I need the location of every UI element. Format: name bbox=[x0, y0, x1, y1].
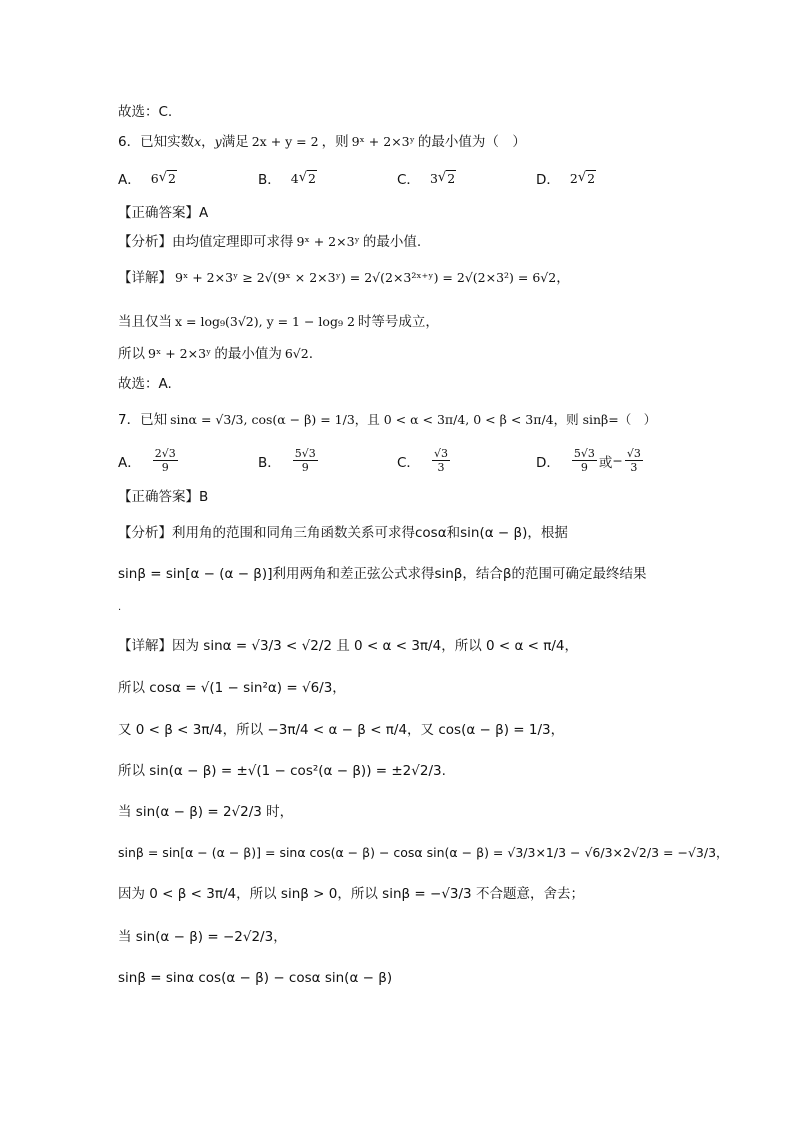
option-label: D． bbox=[536, 454, 560, 471]
option-fraction-2 bbox=[625, 447, 643, 474]
q6-stem bbox=[118, 132, 526, 152]
q7-detail-9: sinβ = sinα cos(α − β) − cosα sin(α − β) bbox=[118, 970, 393, 986]
q7-option-a[interactable] bbox=[118, 447, 180, 474]
prev-answer: 故选：C. bbox=[118, 104, 173, 120]
q6-stem-mid: ，则 bbox=[321, 134, 349, 150]
option-label: B． bbox=[258, 172, 281, 188]
q7-analysis-2: sinβ = sin[α − (α − β)]利用两角和差正弦公式求得sinβ，结合β的范围可确定最终结果 bbox=[118, 566, 647, 582]
q7-detail-4: 所以 sin(α − β) = ±√(1 − cos²(α − β)) = ±2√2/3. bbox=[118, 763, 446, 779]
conclusion-end: . bbox=[308, 346, 314, 362]
q6-final: 故选：A. bbox=[118, 376, 172, 392]
q6-condition: 2x + y = 2 bbox=[251, 134, 319, 149]
fraction-numerator: 2√3 bbox=[154, 447, 176, 460]
conclusion-prefix: 所以 bbox=[118, 346, 145, 362]
option-coef: 2 bbox=[569, 170, 578, 186]
q7-stem-prefix: 7．已知 bbox=[118, 412, 168, 428]
conclusion-expr: 9ˣ + 2×3ʸ bbox=[148, 346, 212, 361]
option-radicand: 2 bbox=[308, 171, 316, 186]
q6-analysis bbox=[118, 232, 421, 252]
q6-expr: 9ˣ + 2×3ʸ bbox=[351, 134, 415, 149]
sqrt-sign: √ 2 bbox=[298, 170, 316, 186]
q7-detail-3: 又 0 < β < 3π/4，所以 −3π/4 < α − β < π/4，又 cos(α − β) = 1/3， bbox=[118, 722, 565, 738]
option-coef: 4 bbox=[290, 170, 299, 186]
q6-detail bbox=[118, 268, 570, 288]
q7-detail-8: 当 sin(α − β) = −2√2/3， bbox=[118, 929, 287, 945]
q6-stem-prefix: 6．已知实数 bbox=[118, 134, 195, 150]
option-label: D． bbox=[536, 172, 560, 188]
fraction-numerator: 5√3 bbox=[294, 447, 316, 460]
detail-end: ， bbox=[556, 270, 570, 286]
option-label: A． bbox=[118, 172, 141, 188]
q7-analysis-1: 【分析】利用角的范围和同角三角函数关系可求得cosα和sin(α − β)，根据 bbox=[118, 525, 568, 541]
q7-analysis-dot: . bbox=[118, 602, 122, 613]
option-or: 或 bbox=[598, 454, 613, 471]
conclusion-mid: 的最小值为 bbox=[214, 346, 282, 362]
option-label: B． bbox=[258, 454, 281, 471]
option-label: C． bbox=[397, 172, 420, 188]
option-fraction bbox=[572, 447, 597, 474]
analysis-tag: 【分析】 bbox=[118, 234, 172, 250]
fraction-numerator: √3 bbox=[626, 447, 641, 460]
q6-conclusion bbox=[118, 344, 313, 364]
q7-detail-1: 【详解】因为 sinα = √3/3 < √2/2 且 0 < α < 3π/4，所以 0 < α < π/4， bbox=[118, 638, 579, 654]
option-radicand: 2 bbox=[168, 171, 176, 186]
fraction-denominator: 9 bbox=[580, 461, 588, 474]
option-fraction bbox=[153, 447, 178, 474]
sqrt-sign: √ 2 bbox=[577, 170, 596, 186]
fraction-denominator: 3 bbox=[437, 461, 445, 474]
q6-option-b[interactable] bbox=[258, 168, 317, 188]
q6-var-y: y bbox=[214, 134, 222, 149]
conclusion-value: 6√2 bbox=[284, 346, 309, 361]
fraction-denominator: 9 bbox=[301, 461, 309, 474]
fraction-denominator: 3 bbox=[630, 461, 638, 474]
q7-answer-tag: 【正确答案】B bbox=[118, 489, 209, 505]
equality-tail: 时等号成立， bbox=[357, 314, 439, 330]
q6-equality bbox=[118, 312, 439, 332]
option-label: C． bbox=[397, 454, 420, 471]
fraction-numerator: √3 bbox=[433, 447, 448, 460]
q7-option-d[interactable] bbox=[536, 447, 645, 474]
q7-stem bbox=[118, 410, 656, 430]
q6-sep: ， bbox=[201, 134, 215, 150]
fraction-denominator: 9 bbox=[161, 461, 169, 474]
detail-tag: 【详解】 bbox=[118, 270, 172, 286]
q7-detail-7: 因为 0 < β < 3π/4，所以 sinβ > 0，所以 sinβ = −√3/3 不合题意，舍去； bbox=[118, 886, 584, 902]
analysis-tail: 的最小值. bbox=[362, 234, 422, 250]
q6-option-a[interactable] bbox=[118, 168, 177, 188]
option-coef: 6 bbox=[150, 170, 159, 186]
q7-detail-6: sinβ = sin[α − (α − β)] = sinα cos(α − β) − cosα sin(α − β) = √3/3×1/3 − √6/3×2√2/3 = −√3/3， bbox=[118, 845, 729, 860]
option-fraction bbox=[432, 447, 450, 474]
q6-option-c[interactable] bbox=[397, 168, 456, 188]
fraction-numerator: 5√3 bbox=[573, 447, 595, 460]
option-radicand: 2 bbox=[447, 171, 456, 186]
equality-expr: x = log₉(3√2), y = 1 − log₉ 2 bbox=[175, 314, 355, 329]
option-fraction bbox=[293, 447, 318, 474]
q7-option-b[interactable] bbox=[258, 447, 320, 474]
option-negative: − bbox=[612, 453, 623, 468]
sqrt-sign: √ 2 bbox=[437, 170, 456, 186]
q7-detail-5: 当 sin(α − β) = 2√2/3 时， bbox=[118, 804, 294, 820]
detail-formula: 9ˣ + 2×3ʸ ≥ 2√(9ˣ × 2×3ʸ) = 2√(2×3²ˣ⁺ʸ) = 2√(2×3²) = 6√2 bbox=[175, 270, 557, 285]
analysis-text: 由均值定理即可求得 bbox=[172, 234, 294, 250]
q6-answer-tag: 【正确答案】A bbox=[118, 205, 209, 221]
q6-option-d[interactable] bbox=[536, 168, 596, 188]
option-coef: 3 bbox=[429, 170, 438, 186]
option-radicand: 2 bbox=[587, 171, 596, 186]
q6-stem-tail: 的最小值为（ ） bbox=[417, 134, 526, 150]
q7-detail-2: 所以 cosα = √(1 − sin²α) = √6/3， bbox=[118, 680, 346, 696]
q7-option-c[interactable] bbox=[397, 447, 452, 474]
sqrt-sign: √ 2 bbox=[158, 170, 176, 186]
analysis-expr: 9ˣ + 2×3ʸ bbox=[296, 234, 360, 249]
equality-prefix: 当且仅当 bbox=[118, 314, 172, 330]
q6-var-x: x bbox=[194, 134, 202, 149]
option-label: A． bbox=[118, 454, 141, 471]
q7-stem-text: sinα = √3/3, cos(α − β) = 1/3，且 0 < α < 3π/4, 0 < β < 3π/4，则 sinβ=（ ） bbox=[170, 412, 657, 427]
q6-cond-label: 满足 bbox=[221, 134, 249, 150]
